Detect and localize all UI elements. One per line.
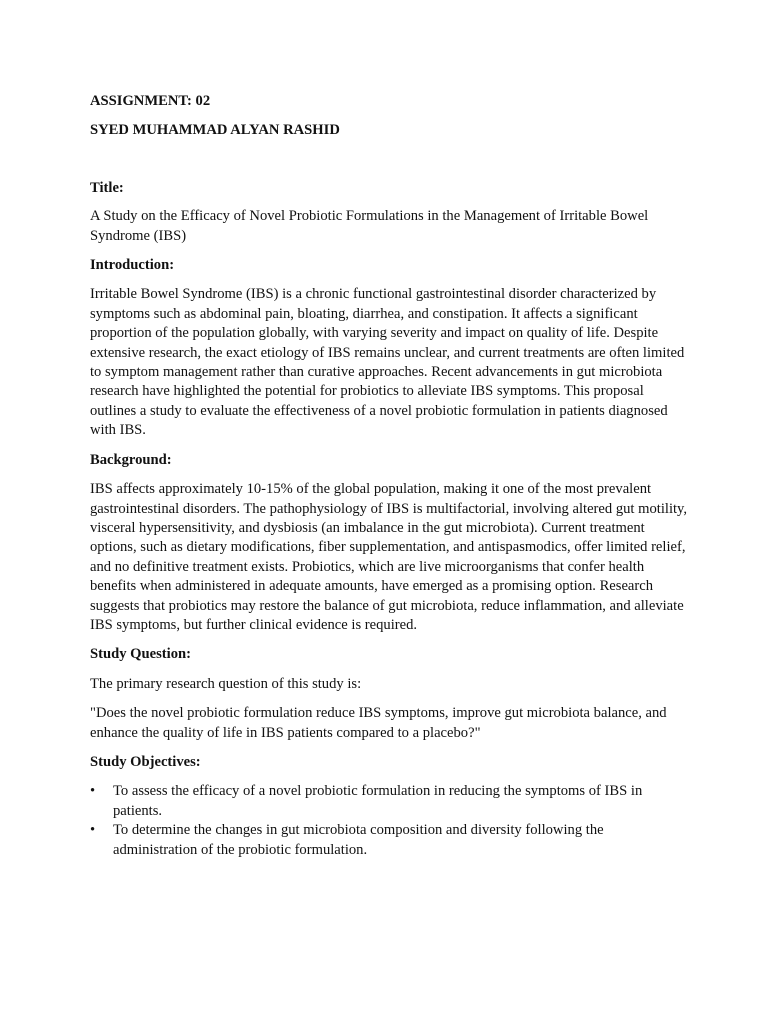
assignment-number: ASSIGNMENT: 02: [90, 93, 211, 109]
bullet-icon: •: [90, 783, 96, 800]
study-question-quote: "Does the novel probiotic formulation reduce IBS symptoms, improve gut microbiota balance, and enhance the quality of life in IBS patients compared to a placebo?": [90, 705, 667, 741]
author-name: SYED MUHAMMAD ALYAN RASHID: [90, 122, 340, 139]
study-objectives-list: [90, 782, 690, 860]
title-text: A Study on the Efficacy of Novel Probiotic Formulations in the Management of Irritable Bowel Syndrome (IBS): [90, 208, 649, 244]
study-question-intro: The primary research question of this study is:: [90, 675, 362, 692]
list-item: [90, 782, 690, 821]
study-question-heading: Study Question:: [90, 646, 191, 663]
background-heading: Background:: [90, 451, 172, 468]
list-item: [90, 821, 690, 860]
document-page: [90, 92, 690, 860]
objective-text: To determine the changes in gut microbiota composition and diversity following the administration of the probiotic formulation.: [113, 822, 604, 858]
bullet-icon: •: [90, 822, 96, 839]
introduction-paragraph: Irritable Bowel Syndrome (IBS) is a chronic functional gastrointestinal disorder characterized by symptoms such as abdominal pain, bloating, diarrhea, and constipation. It affects a significant proportion of the population globally, with varying severity and impact on quality of life. Despite extensive research, the exact etiology of IBS remains unclear, and current treatments are often limited to symptom management rather than curative approaches. Recent advancements in gut microbiota research have highlighted the potential for probiotics to alleviate IBS symptoms. This proposal outlines a study to evaluate the effectiveness of a novel probiotic formulation in patients diagnosed with IBS.: [90, 286, 685, 439]
introduction-heading: Introduction:: [90, 257, 175, 274]
background-paragraph: IBS affects approximately 10-15% of the global population, making it one of the most prevalent gastrointestinal disorders. The pathophysiology of IBS is multifactorial, involving altered gut motility, visceral hypersensitivity, and dysbiosis (an imbalance in the gut microbiota). Current treatment options, such as dietary modifications, fiber supplementation, and antispasmodics, offer limited relief, and no definitive treatment exists. Probiotics, which are live microorganisms that confer health benefits when administered in adequate amounts, have emerged as a promising option. Research suggests that probiotics may restore the balance of gut microbiota, reduce inflammation, and alleviate IBS symptoms, but further clinical evidence is required.: [90, 481, 688, 633]
title-heading: Title:: [90, 179, 124, 196]
study-objectives-heading: Study Objectives:: [90, 753, 201, 770]
objective-text: To assess the efficacy of a novel probiotic formulation in reducing the symptoms of IBS in patients.: [113, 783, 643, 819]
